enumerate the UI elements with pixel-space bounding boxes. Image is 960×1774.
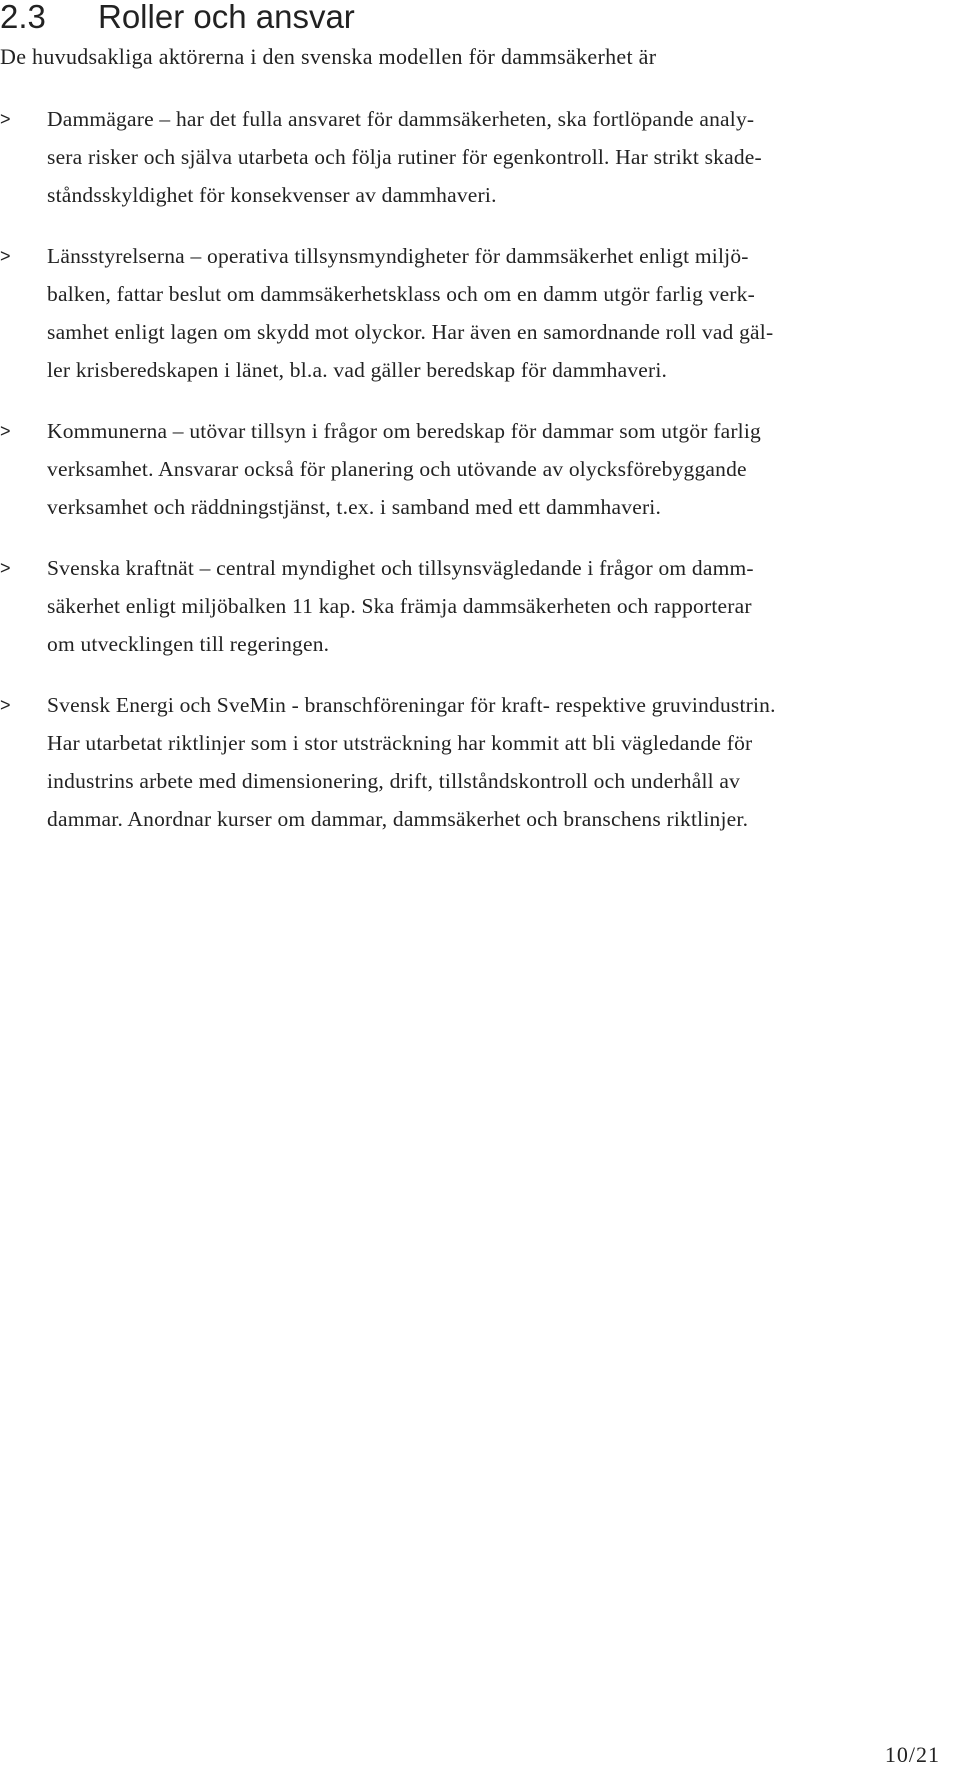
role-item-industry-associations	[0, 686, 940, 838]
role-text-line: ståndsskyldighet för konsekvenser av dammhaveri.	[47, 183, 497, 207]
role-item-municipalities	[0, 412, 940, 526]
section-heading	[0, 0, 355, 34]
bullet-marker: >	[0, 246, 11, 266]
section-number: 2.3	[0, 0, 46, 35]
role-text-line: balken, fattar beslut om dammsäkerhetsklass och om en damm utgör farlig verk-	[47, 282, 755, 306]
role-text-line: Svenska kraftnät – central myndighet och tillsynsvägledande i frågor om damm-	[47, 556, 754, 580]
role-text-line: Dammägare – har det fulla ansvaret för dammsäkerheten, ska fortlöpande analy-	[47, 107, 755, 131]
role-text-line: Har utarbetat riktlinjer som i stor utsträckning har kommit att bli vägledande för	[47, 731, 753, 755]
role-text-line: sera risker och själva utarbeta och följa rutiner för egenkontroll. Har strikt skade-	[47, 145, 762, 169]
role-text-line: säkerhet enligt miljöbalken 11 kap. Ska främja dammsäkerheten och rapporterar	[47, 594, 752, 618]
role-item-svenska-kraftnat	[0, 549, 940, 663]
role-text-line: Kommunerna – utövar tillsyn i frågor om beredskap för dammar som utgör farlig	[47, 419, 761, 443]
role-text-line: Svensk Energi och SveMin - branschföreningar för kraft- respektive gruvindustrin.	[47, 693, 776, 717]
role-item-dam-owners	[0, 100, 940, 214]
role-text-line: verksamhet. Ansvarar också för planering och utövande av olycksförebyggande	[47, 457, 747, 481]
roles-list	[0, 100, 940, 861]
role-text-line: industrins arbete med dimensionering, drift, tillståndskontroll och underhåll av	[47, 769, 741, 793]
role-text-line: Länsstyrelserna – operativa tillsynsmyndigheter för dammsäkerhet enligt miljö-	[47, 244, 749, 268]
role-text-line: om utvecklingen till regeringen.	[47, 632, 330, 656]
role-text-line: dammar. Anordnar kurser om dammar, dammsäkerhet och branschens riktlinjer.	[47, 807, 749, 831]
bullet-marker: >	[0, 109, 11, 129]
role-text-line: samhet enligt lagen om skydd mot olyckor. Har även en samordnande roll vad gäl-	[47, 320, 774, 344]
role-text-line: ler krisberedskapen i länet, bl.a. vad gäller beredskap för dammhaveri.	[47, 358, 668, 382]
bullet-marker: >	[0, 558, 11, 578]
intro-paragraph: De huvudsakliga aktörerna i den svenska modellen för dammsäkerhet är	[0, 44, 657, 69]
bullet-marker: >	[0, 421, 11, 441]
page-number: 10/21	[884, 1742, 940, 1767]
role-item-county-boards	[0, 237, 940, 389]
section-title: Roller och ansvar	[98, 0, 355, 35]
role-text-line: verksamhet och räddningstjänst, t.ex. i samband med ett dammhaveri.	[47, 495, 662, 519]
bullet-marker: >	[0, 695, 11, 715]
